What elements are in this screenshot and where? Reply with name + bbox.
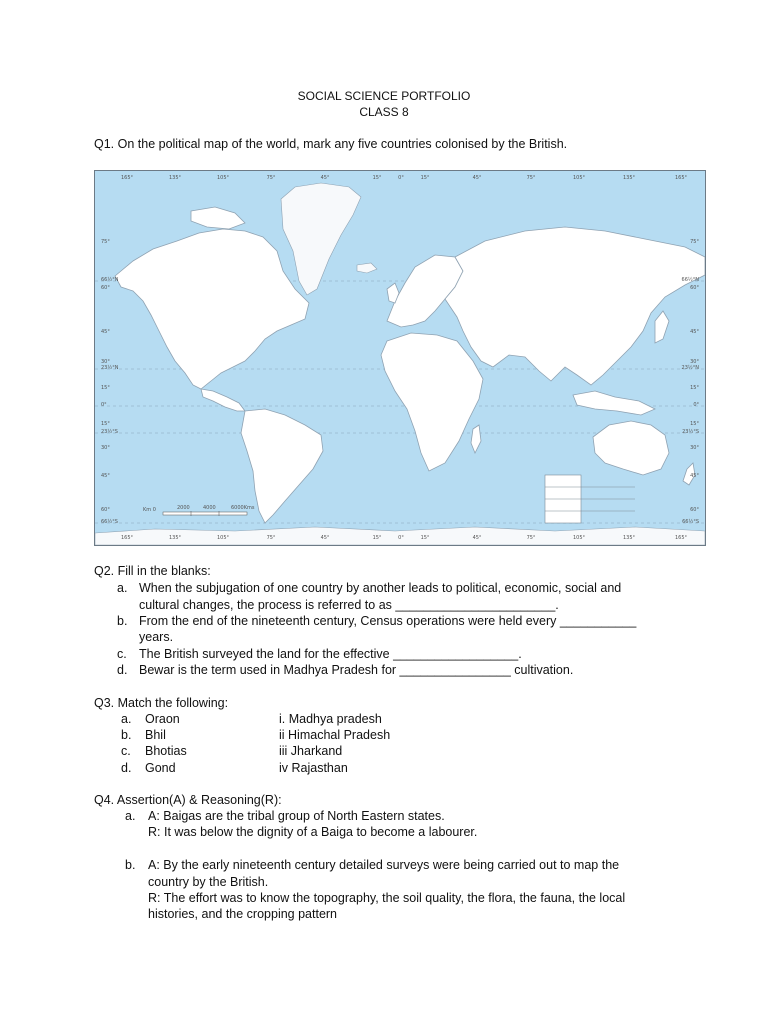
bottom-longitude-label: 15° — [420, 535, 430, 541]
right-latitude-label: 75° — [690, 239, 699, 245]
bottom-longitude-label: 135° — [622, 535, 636, 541]
q3-row-a-marker: a. — [121, 712, 132, 726]
left-latitude-label: 66½°N — [101, 277, 119, 283]
q2-item-a-line-1: When the subjugation of one country by another leads to political, economic, social and — [139, 581, 622, 595]
left-latitude-label: 30° — [101, 445, 110, 451]
q4-item-a-marker: a. — [125, 809, 136, 823]
q4-item-b-marker: b. — [125, 858, 136, 872]
top-longitude-label: 75° — [526, 175, 536, 181]
bottom-longitude-label: 105° — [216, 535, 230, 541]
top-longitude-label: 135° — [622, 175, 636, 181]
q2-item-b-line-1: From the end of the nineteenth century, Census operations were held every ___________ — [139, 614, 637, 628]
question-1-text: Q1. On the political map of the world, mark any five countries colonised by the British. — [94, 137, 568, 151]
right-latitude-label: 45° — [690, 329, 699, 335]
q2-item-b-line-2: years. — [139, 630, 174, 644]
scale-unit-label: Km 0 — [143, 507, 156, 513]
scale-mark-2000: 2000 — [177, 505, 190, 511]
bottom-longitude-label: 135° — [168, 535, 182, 541]
top-longitude-label: 0° — [398, 175, 404, 181]
scale-mark-6000: 6000Kms — [231, 505, 255, 511]
q3-row-a-left: Oraon — [145, 712, 180, 726]
right-latitude-label: 23½°N — [681, 365, 699, 371]
right-latitude-label: 60° — [690, 285, 699, 291]
q3-row-b-right: ii Himachal Pradesh — [279, 728, 391, 742]
q3-row-b-left: Bhil — [145, 728, 166, 742]
top-longitude-label: 45° — [320, 175, 330, 181]
question-3-heading: Q3. Match the following: — [94, 696, 229, 710]
right-latitude-label: 66½°N — [681, 277, 699, 283]
class-label: CLASS 8 — [359, 105, 409, 119]
q2-item-c-marker: c. — [117, 647, 127, 661]
q4-item-b-reason-1: R: The effort was to know the topography, the soil quality, the flora, the fauna, the local — [148, 891, 626, 905]
right-latitude-label: 30° — [690, 359, 699, 365]
bottom-longitude-label: 15° — [372, 535, 382, 541]
left-latitude-label: 23½°S — [101, 429, 118, 435]
top-longitude-label: 165° — [120, 175, 134, 181]
q4-item-b-assertion-2: country by the British. — [148, 875, 269, 889]
right-latitude-label: 23½°S — [682, 429, 699, 435]
left-latitude-label: 23½°N — [101, 365, 119, 371]
q4-item-a-assertion: A: Baigas are the tribal group of North Eastern states. — [148, 809, 445, 823]
bottom-longitude-label: 165° — [120, 535, 134, 541]
q3-row-c-left: Bhotias — [145, 744, 187, 758]
bottom-longitude-label: 75° — [266, 535, 276, 541]
left-latitude-label: 45° — [101, 329, 110, 335]
top-longitude-label: 135° — [168, 175, 182, 181]
left-latitude-label: 66½°S — [101, 519, 118, 525]
top-longitude-label: 105° — [572, 175, 586, 181]
question-2-heading: Q2. Fill in the blanks: — [94, 564, 211, 578]
right-latitude-label: 60° — [690, 507, 699, 513]
q3-row-b-marker: b. — [121, 728, 132, 742]
scale-mark-4000: 4000 — [203, 505, 216, 511]
left-latitude-label: 60° — [101, 507, 110, 513]
q2-item-a-marker: a. — [117, 581, 128, 595]
top-longitude-label: 15° — [372, 175, 382, 181]
bottom-longitude-label: 45° — [320, 535, 330, 541]
q2-item-b-marker: b. — [117, 614, 128, 628]
q3-row-c-right: iii Jharkand — [279, 744, 343, 758]
world-map-drawing — [95, 171, 705, 545]
top-longitude-label: 45° — [472, 175, 482, 181]
q3-row-a-right: i. Madhya pradesh — [279, 712, 382, 726]
right-latitude-label: 30° — [690, 445, 699, 451]
q2-item-c-line-1: The British surveyed the land for the effective __________________. — [139, 647, 522, 661]
q3-row-d-left: Gond — [145, 761, 176, 775]
right-latitude-label: 66½°S — [682, 519, 699, 525]
top-longitude-label: 165° — [674, 175, 688, 181]
left-latitude-label: 15° — [101, 421, 110, 427]
question-4-heading: Q4. Assertion(A) & Reasoning(R): — [94, 793, 282, 807]
q2-item-a-line-2: cultural changes, the process is referred to as _______________________. — [139, 598, 559, 612]
top-longitude-label: 15° — [420, 175, 430, 181]
left-latitude-label: 15° — [101, 385, 110, 391]
left-latitude-label: 60° — [101, 285, 110, 291]
left-latitude-label: 75° — [101, 239, 110, 245]
q4-item-a-reason: R: It was below the dignity of a Baiga to become a labourer. — [148, 825, 478, 839]
scale-bar-rect — [163, 512, 247, 515]
page-title: SOCIAL SCIENCE PORTFOLIO — [297, 89, 471, 103]
world-map — [94, 170, 706, 546]
left-latitude-label: 45° — [101, 473, 110, 479]
q2-item-d-line-1: Bewar is the term used in Madhya Pradesh for ________________ cultivation. — [139, 663, 574, 677]
right-latitude-label: 15° — [690, 385, 699, 391]
q3-row-d-marker: d. — [121, 761, 132, 775]
bottom-longitude-label: 165° — [674, 535, 688, 541]
right-latitude-label: 0° — [693, 402, 699, 408]
bottom-longitude-label: 105° — [572, 535, 586, 541]
bottom-longitude-label: 0° — [398, 535, 404, 541]
bottom-longitude-label: 45° — [472, 535, 482, 541]
q3-row-c-marker: c. — [121, 744, 131, 758]
left-latitude-label: 0° — [101, 402, 107, 408]
right-latitude-label: 15° — [690, 421, 699, 427]
right-latitude-label: 45° — [690, 473, 699, 479]
q3-row-d-right: iv Rajasthan — [279, 761, 348, 775]
q4-item-b-reason-2: histories, and the cropping pattern — [148, 907, 338, 921]
q2-item-d-marker: d. — [117, 663, 128, 677]
bottom-longitude-label: 75° — [526, 535, 536, 541]
top-longitude-label: 105° — [216, 175, 230, 181]
top-longitude-label: 75° — [266, 175, 276, 181]
q4-item-b-assertion-1: A: By the early nineteenth century detailed surveys were being carried out to map the — [148, 858, 620, 872]
left-latitude-label: 30° — [101, 359, 110, 365]
